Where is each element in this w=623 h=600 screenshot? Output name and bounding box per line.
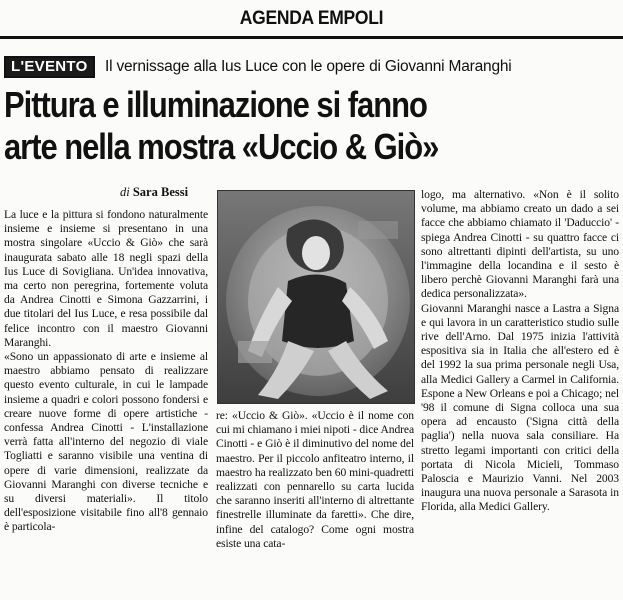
headline-line-1: Pittura e illuminazione si fanno bbox=[4, 84, 427, 125]
section-header bbox=[0, 0, 623, 40]
paragraph: «Sono un appassionato di arte e insieme al maestro abbiamo pensato di realizzare questo evento culturale, in cui le lampade insieme a quadri e colori possono fondersi e creare nuove forme di opere artistiche - confessa Andrea Cinotti - L'installazione verrà fatta all'interno del negozio di viale Togliatti e saranno visibile una ventina di opere di varie dimensioni, realizzate da Giovanni Maranghi con diverse tecniche e su diversi materiali». Il titolo dell'esposizione visitabile fino all'8 gennaio è particola- bbox=[4, 350, 208, 534]
byline bbox=[120, 185, 188, 200]
paragraph: Giovanni Maranghi nasce a Lastra a Signa e qui lavora in un caratteristico studio sulle rive dell'Arno. Dal 1975 inizia l'attività espositiva sia in Italia che all'estero ed è del 1992 la sua prima personale negli Usa, alla Medici Gallery a Carmel in California. Espone a New Orleans e poi a Chicago; nel '98 il comune di Signa colloca una sua opera ad encausto ('Signa città della paglia') nella nuova sala consiliare. Ha stretto legami importanti con critici della portata di Nicola Micieli, Tommaso Paloscia e Maurizio Vanni. Nel 2003 inaugura una nuova personale a Sarasota in Florida, alla Medici Gallery. bbox=[421, 301, 619, 514]
byline-prefix: di bbox=[120, 185, 130, 199]
painting-illustration bbox=[218, 191, 414, 403]
kicker-text: Il vernissage alla Ius Luce con le opere di Giovanni Maranghi bbox=[105, 58, 512, 75]
article-column-3 bbox=[421, 188, 619, 515]
kicker-badge: L'EVENTO bbox=[4, 56, 95, 78]
headline bbox=[4, 84, 620, 168]
article-column-1 bbox=[4, 208, 208, 535]
kicker-row bbox=[4, 56, 619, 82]
article-column-2 bbox=[216, 409, 414, 551]
paragraph: logo, ma alternativo. «Non è il solito volume, ma abbiamo creato un dado a sei facce che abbiamo chiamato il 'Daduccio' - spiega Andrea Cinotti - su quattro facce ci sono altrettanti dipinti dell'artista, su uno l'immagine della locandina e il sesto è libero perchè Giovanni Maranghi farà una dedica personalizzata». bbox=[421, 188, 619, 301]
paragraph: La luce e la pittura si fondono naturalmente insieme e insieme si presentano in una mostra singolare «Uccio & Giò» che sarà inaugurata sabato alle 18 negli spazi della Ius Luce di Sovigliana. Un'idea innovativa, ma certo non peregrina, fortemente voluta da Andrea Cinotti e Simona Gazzarrini, i due titolari del Ius Luce, e resa possibile dal felice incontro con il maestro Giovanni Maranghi. bbox=[4, 208, 208, 349]
headline-line-2: arte nella mostra «Uccio & Giò» bbox=[4, 126, 439, 167]
section-title: AGENDA EMPOLI bbox=[239, 8, 384, 29]
artwork-photo bbox=[217, 190, 415, 404]
byline-author: Sara Bessi bbox=[132, 185, 189, 199]
header-rule bbox=[0, 36, 623, 39]
paragraph: re: «Uccio & Giò». «Uccio è il nome con cui mi chiamano i miei nipoti - dice Andrea Cinotti - e Giò è il diminutivo del nome del maestro. Per il piccolo anfiteatro interno, il maestro ha realizzato ben 60 mini-quadretti realizzati con pennarello su carta lucida che saranno inseriti all'interno di altrettante finestrelle illuminate da faretti». Che dire, infine del catalogo? Come ogni mostra esiste una cata- bbox=[216, 409, 414, 550]
